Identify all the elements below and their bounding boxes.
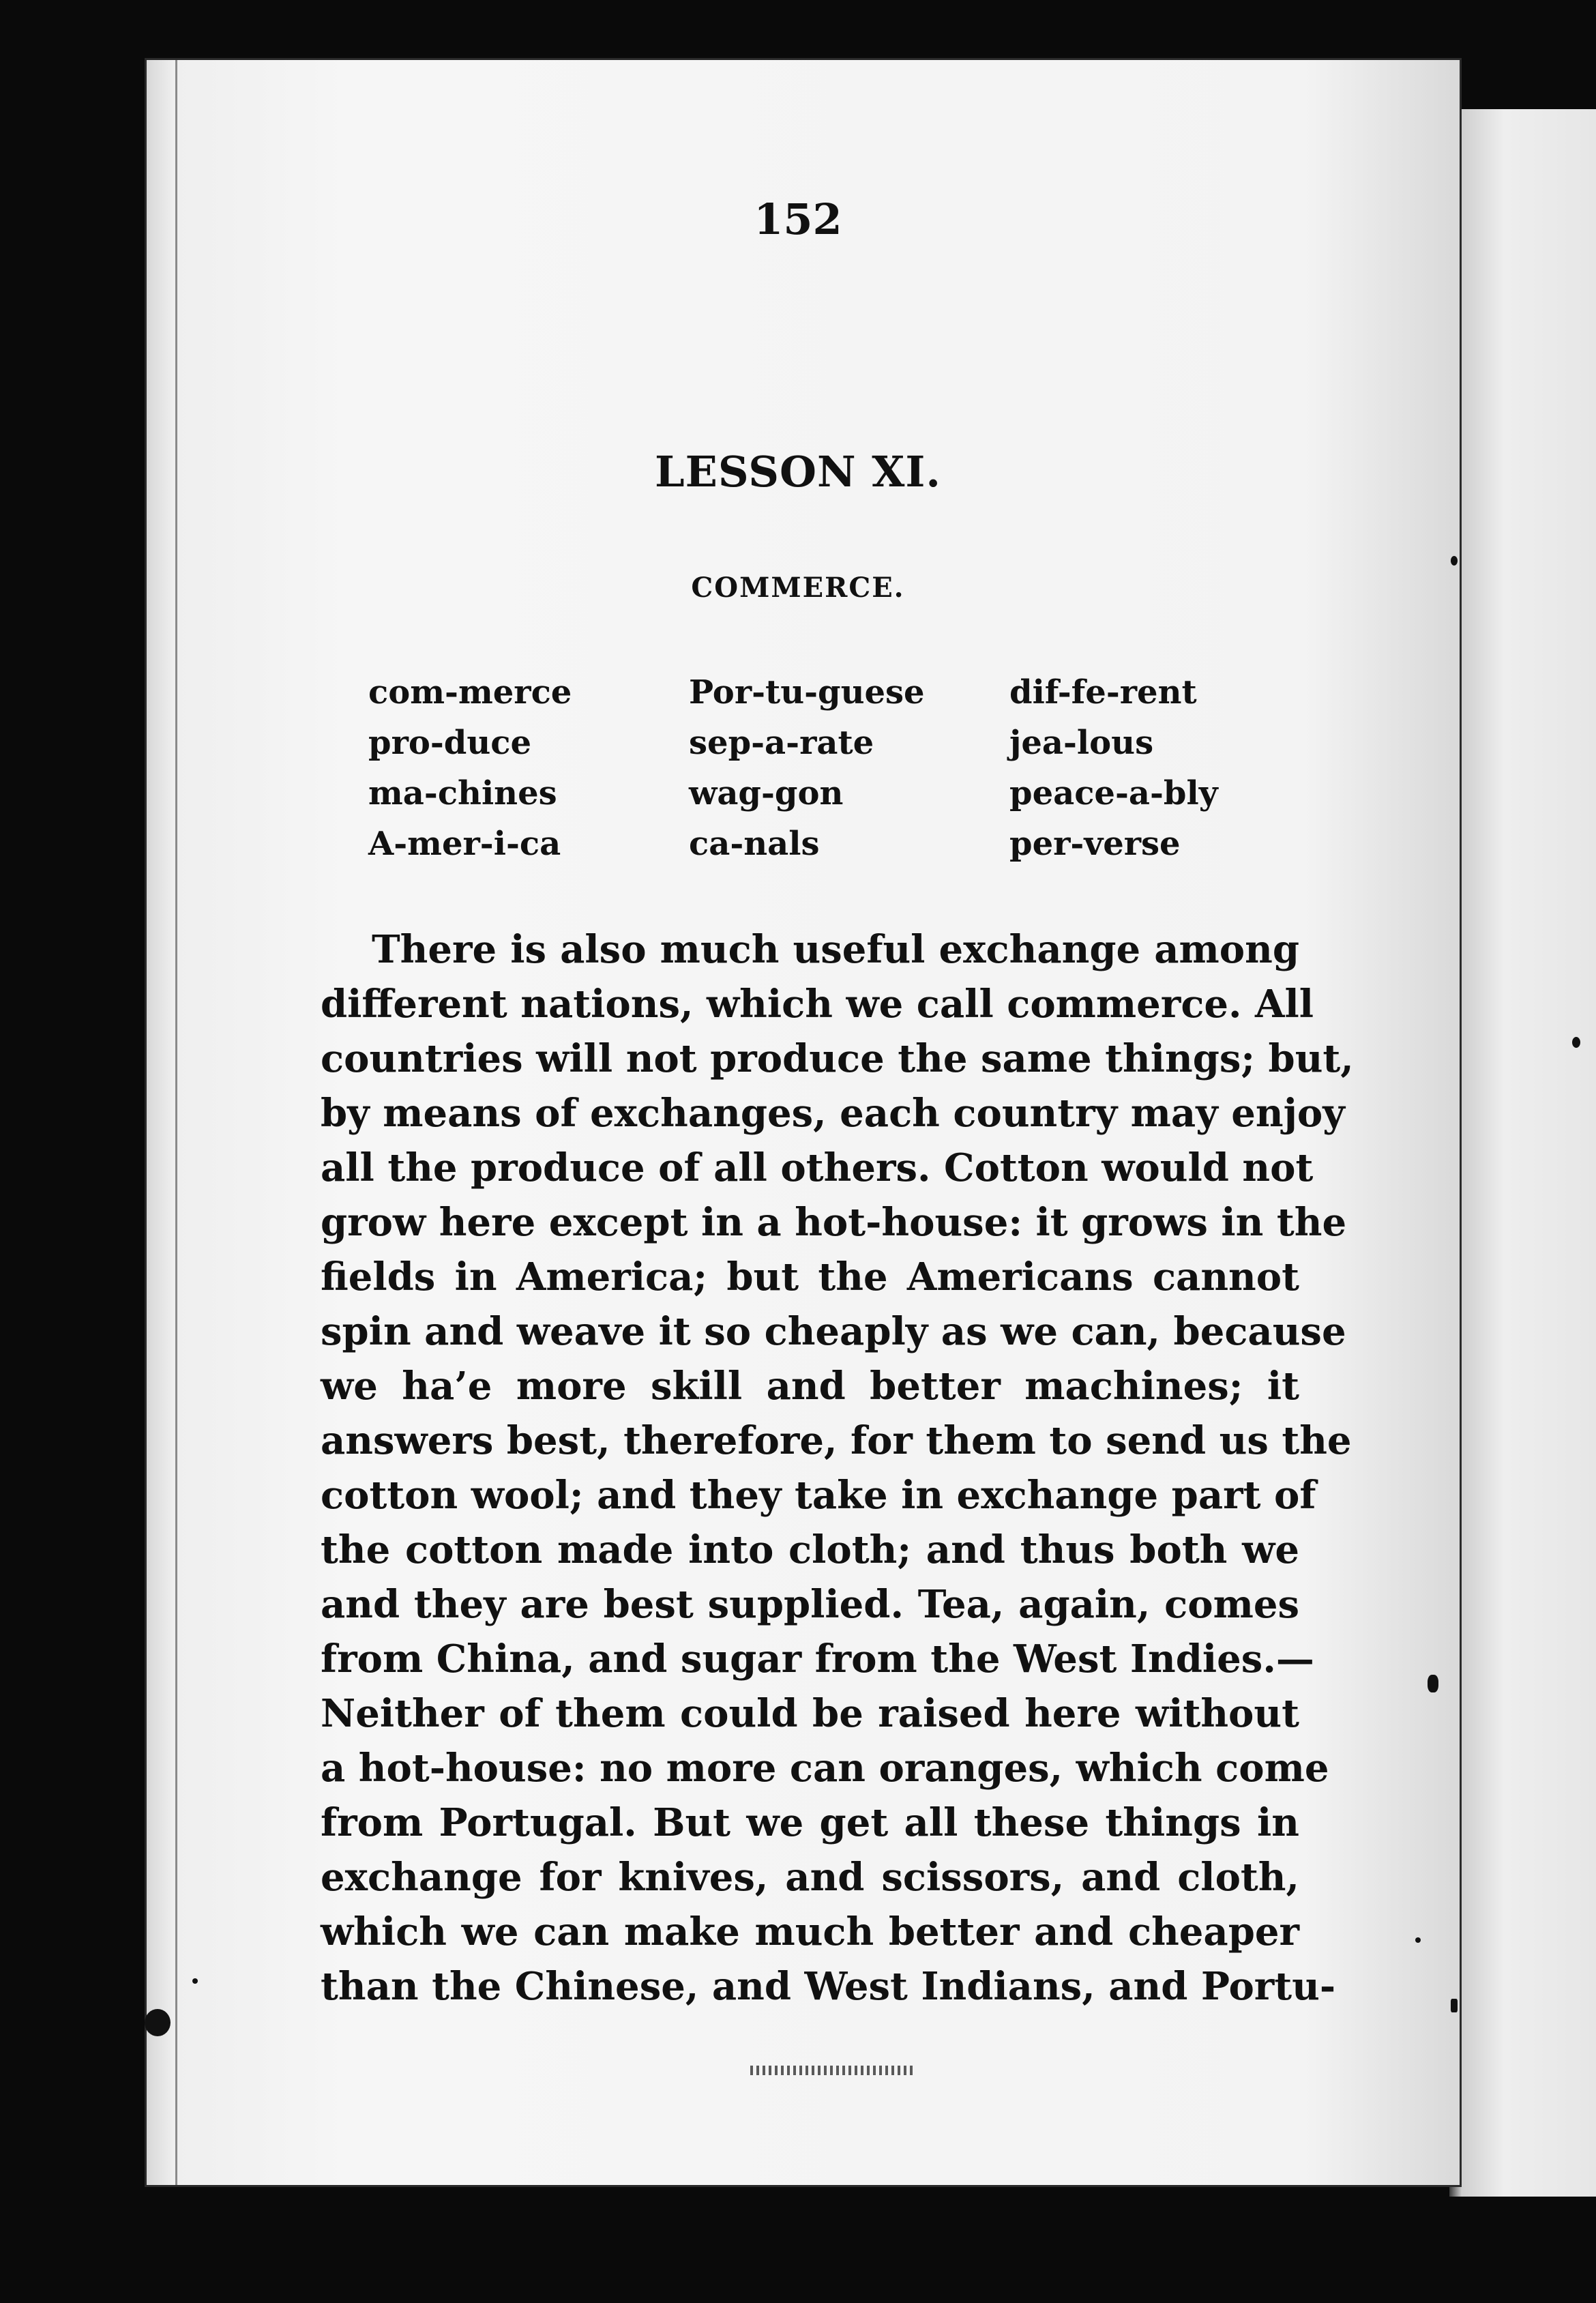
vocabulary-list bbox=[368, 670, 1255, 866]
vocab-word: A-mer-i-ca bbox=[368, 825, 561, 863]
ink-speck bbox=[1415, 1937, 1421, 1943]
vocab-word: com-merce bbox=[368, 673, 572, 712]
next-page-edge bbox=[1449, 109, 1596, 2197]
text-line: fields in America; but the Americans cannot bbox=[321, 1255, 1299, 1300]
text-line: we ha’e more skill and better machines; it bbox=[321, 1364, 1299, 1409]
vocab-word: sep-a-rate bbox=[689, 724, 874, 762]
ink-speck bbox=[1451, 1999, 1458, 2012]
text-line: answers best, therefore, for them to send us the bbox=[321, 1418, 1352, 1463]
text-line: cotton wool; and they take in exchange part of bbox=[321, 1473, 1316, 1518]
text-line: from Portugal. But we get all these things in bbox=[321, 1800, 1299, 1845]
text-line: grow here except in a hot-house: it grows in the bbox=[321, 1200, 1347, 1245]
vocab-word: ma-chines bbox=[368, 774, 557, 812]
text-line: spin and weave it so cheaply as we can, because bbox=[321, 1309, 1346, 1354]
vocab-word: pro-duce bbox=[368, 724, 532, 762]
text-line: a hot-house: no more can oranges, which come bbox=[321, 1746, 1329, 1791]
vocab-word: jea-lous bbox=[1009, 724, 1154, 762]
text-line: countries will not produce the same things; but, bbox=[321, 1036, 1354, 1081]
faint-print-mark bbox=[750, 2066, 914, 2075]
text-line: by means of exchanges, each country may enjoy bbox=[321, 1091, 1345, 1136]
text-line: exchange for knives, and scissors, and cloth, bbox=[321, 1855, 1299, 1900]
vocab-word: dif-fe-rent bbox=[1009, 673, 1197, 712]
lesson-body-text bbox=[321, 922, 1354, 2014]
ink-speck bbox=[1428, 1675, 1438, 1692]
text-line: which we can make much better and cheaper bbox=[321, 1909, 1299, 1954]
vocab-word: Por-tu-guese bbox=[689, 673, 925, 712]
vocab-word: wag-gon bbox=[689, 774, 844, 812]
vocab-word: per-verse bbox=[1009, 825, 1181, 863]
text-line: and they are best supplied. Tea, again, comes bbox=[321, 1582, 1299, 1627]
ink-blot bbox=[145, 2009, 171, 2036]
vocab-word: peace-a-bly bbox=[1009, 774, 1218, 812]
lesson-title: LESSON XI. bbox=[655, 447, 941, 497]
ink-speck bbox=[1451, 556, 1458, 566]
page-number: 152 bbox=[754, 194, 842, 244]
text-line: than the Chinese, and West Indians, and Portu- bbox=[321, 1964, 1336, 2009]
text-line: There is also much useful exchange among bbox=[372, 927, 1299, 972]
text-line: from China, and sugar from the West Indies.— bbox=[321, 1637, 1314, 1682]
lesson-subtitle: COMMERCE. bbox=[691, 572, 905, 604]
text-line: Neither of them could be raised here without bbox=[321, 1691, 1299, 1736]
vocab-word: ca-nals bbox=[689, 825, 820, 863]
text-line: the cotton made into cloth; and thus both we bbox=[321, 1527, 1299, 1572]
ink-speck bbox=[1572, 1037, 1580, 1048]
ink-speck bbox=[192, 1978, 198, 1984]
text-line: different nations, which we call commerce. All bbox=[321, 982, 1314, 1027]
text-line: all the produce of all others. Cotton would not bbox=[321, 1145, 1314, 1190]
